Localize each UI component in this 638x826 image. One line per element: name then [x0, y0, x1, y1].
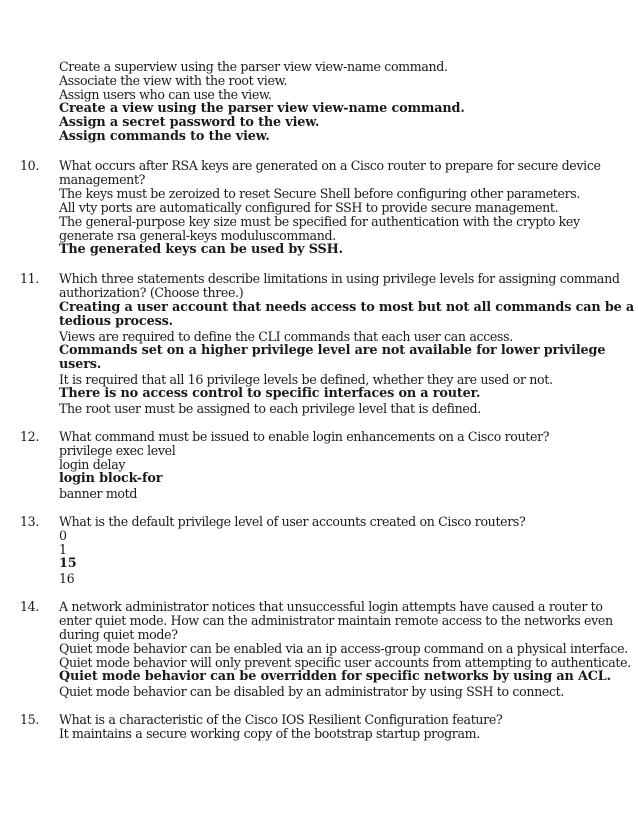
answer-option: generate rsa general-keys moduluscommand. — [59, 228, 336, 243]
question-number: 10. — [20, 158, 39, 173]
answer-option: 0 — [59, 528, 67, 543]
correct-answer: 15 — [59, 556, 77, 571]
answer-option: privilege exec level — [59, 443, 176, 458]
answer-option: The keys must be zeroized to reset Secure Shell before configuring other parameters. — [59, 186, 581, 201]
answer-option: Quiet mode behavior will only prevent specific user accounts from attempting to authenticate. — [59, 655, 631, 670]
correct-answer: Creating a user account that needs access to most but not all commands can be a — [59, 300, 635, 315]
question-text: during quiet mode? — [59, 627, 178, 642]
answer-option: The general-purpose key size must be specified for authentication with the crypto key — [59, 214, 580, 229]
answer-option: Quiet mode behavior can be disabled by an administrator by using SSH to connect. — [59, 684, 565, 699]
question-text: A network administrator notices that unsuccessful login attempts have caused a router to — [59, 599, 603, 614]
correct-answer: users. — [59, 357, 102, 372]
question-number: 11. — [20, 271, 39, 286]
intro-option: Assign users who can use the view. — [59, 87, 272, 102]
answer-option: It is required that all 16 privilege levels be defined, whether they are used or not. — [59, 372, 553, 387]
answer-option: 16 — [59, 571, 75, 586]
intro-correct-option: Assign commands to the view. — [59, 129, 270, 144]
intro-correct-option: Create a view using the parser view view-name command. — [59, 101, 465, 116]
intro-option: Associate the view with the root view. — [59, 73, 288, 88]
answer-option: All vty ports are automatically configured for SSH to provide secure management. — [59, 200, 559, 215]
correct-answer: login block-for — [59, 471, 163, 486]
question-number: 13. — [20, 514, 39, 529]
answer-option: 1 — [59, 542, 67, 557]
answer-option: Quiet mode behavior can be enabled via an ip access-group command on a physical interface. — [59, 641, 628, 656]
question-number: 12. — [20, 429, 39, 444]
answer-option: It maintains a secure working copy of the bootstrap startup program. — [59, 726, 480, 741]
answer-option: login delay — [59, 457, 126, 472]
question-text: Which three statements describe limitations in using privilege levels for assigning command — [59, 271, 620, 286]
intro-correct-option: Assign a secret password to the view. — [59, 115, 320, 130]
correct-answer: Quiet mode behavior can be overridden for specific networks by using an ACL. — [59, 669, 611, 684]
question-text: What is the default privilege level of user accounts created on Cisco routers? — [59, 514, 526, 529]
question-text: What command must be issued to enable login enhancements on a Cisco router? — [59, 429, 550, 444]
answer-option: The root user must be assigned to each privilege level that is defined. — [59, 401, 481, 416]
question-text: authorization? (Choose three.) — [59, 285, 244, 300]
correct-answer: There is no access control to specific interfaces on a router. — [59, 386, 481, 401]
question-number: 15. — [20, 712, 39, 727]
question-text: management? — [59, 172, 146, 187]
answer-option: Views are required to define the CLI commands that each user can access. — [59, 329, 513, 344]
answer-option: banner motd — [59, 486, 138, 501]
question-number: 14. — [20, 599, 39, 614]
question-text: What is a characteristic of the Cisco IOS Resilient Configuration feature? — [59, 712, 503, 727]
correct-answer: tedious process. — [59, 314, 173, 329]
question-text: enter quiet mode. How can the administrator maintain remote access to the networks even — [59, 613, 613, 628]
intro-option: Create a superview using the parser view view-name command. — [59, 59, 448, 74]
correct-answer: Commands set on a higher privilege level are not available for lower privilege — [59, 343, 606, 358]
question-text: What occurs after RSA keys are generated on a Cisco router to prepare for secure device — [59, 158, 601, 173]
correct-answer: The generated keys can be used by SSH. — [59, 242, 343, 257]
